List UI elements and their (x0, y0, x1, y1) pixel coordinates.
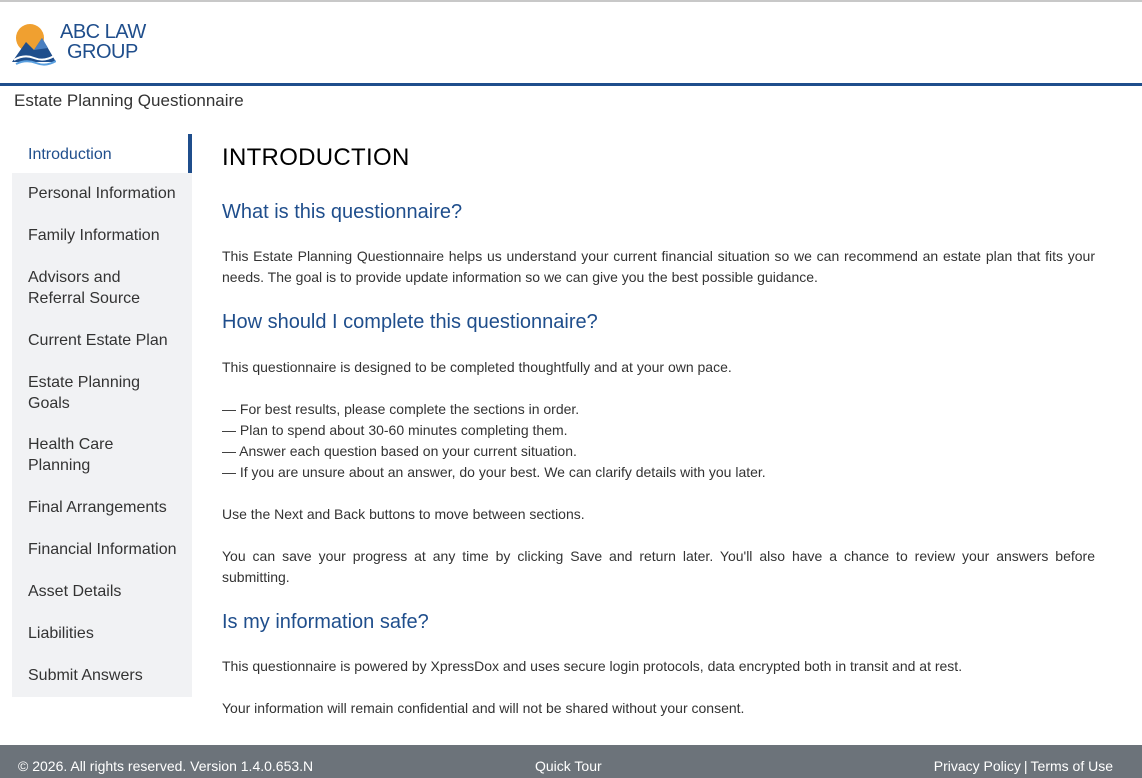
bullet-item: — For best results, please complete the sections in order. (222, 401, 580, 417)
section-paragraph: Use the Next and Back buttons to move between sections. (222, 506, 585, 522)
sidebar-item-submit-answers[interactable]: Submit Answers (28, 667, 143, 684)
bullet-item: — If you are unsure about an answer, do your best. We can clarify details with you later. (222, 464, 766, 480)
sidebar-item-current-estate-plan[interactable]: Current Estate Plan (28, 332, 168, 349)
section-paragraph: You can save your progress at any time by clicking Save and return later. You'll also have a chance to review your answers before submitting. (222, 548, 1095, 585)
sidebar-item-financial-information[interactable]: Financial Information (28, 541, 177, 558)
bullet-item: — Plan to spend about 30-60 minutes completing them. (222, 422, 568, 438)
section-paragraph: This questionnaire is designed to be completed thoughtfully and at your own pace. (222, 359, 732, 375)
sidebar-item-health-care-planning[interactable]: Health Care Planning (28, 436, 114, 474)
app-title: Estate Planning Questionnaire (14, 91, 244, 110)
page-title: INTRODUCTION (222, 144, 410, 171)
quick-tour-link[interactable]: Quick Tour (535, 758, 602, 774)
sidebar-item-introduction[interactable]: Introduction (12, 134, 192, 173)
header (0, 2, 1142, 83)
terms-of-use-link[interactable]: Terms of Use (1030, 758, 1113, 774)
sidebar-item-family-information[interactable]: Family Information (28, 227, 160, 244)
sidebar-item-personal-information[interactable]: Personal Information (28, 185, 176, 202)
privacy-policy-link[interactable]: Privacy Policy (933, 758, 1021, 774)
section-paragraph: Your information will remain confidential and will not be shared without your consent. (222, 700, 745, 716)
footer (0, 745, 1142, 778)
sidebar-item-final-arrangements[interactable]: Final Arrangements (28, 499, 167, 516)
sidebar-item-advisors-referral-source[interactable]: Advisors and Referral Source (28, 269, 141, 307)
logo-mountain-icon (12, 22, 56, 66)
brand-wordmark: ABC LAW GROUP (60, 21, 146, 63)
section-paragraph: This Estate Planning Questionnaire helps us understand your current financial situation so we can recommend an estate plan that fits your needs. The goal is to provide update information so we can give you the best possible guidance. (222, 248, 1095, 285)
sidebar-nav (12, 134, 192, 697)
section-heading-what: What is this questionnaire? (222, 201, 463, 223)
section-heading-safe: Is my information safe? (222, 611, 429, 633)
footer-links (934, 758, 1113, 774)
sidebar-item-estate-planning-goals[interactable]: Estate Planning Goals (28, 374, 141, 412)
section-heading-how: How should I complete this questionnaire? (222, 311, 598, 333)
section-paragraph: This questionnaire is powered by XpressDox and uses secure login protocols, data encrypted both in transit and at rest. (222, 658, 963, 674)
brand-logo[interactable] (12, 22, 162, 68)
footer-separator: | (1023, 758, 1028, 774)
sidebar-item-asset-details[interactable]: Asset Details (28, 583, 122, 600)
header-divider (0, 83, 1142, 86)
bullet-item: — Answer each question based on your current situation. (222, 443, 577, 459)
sidebar-item-liabilities[interactable]: Liabilities (28, 625, 94, 642)
copyright-version: © 2026. All rights reserved. Version 1.4.0.653.N (18, 758, 314, 774)
